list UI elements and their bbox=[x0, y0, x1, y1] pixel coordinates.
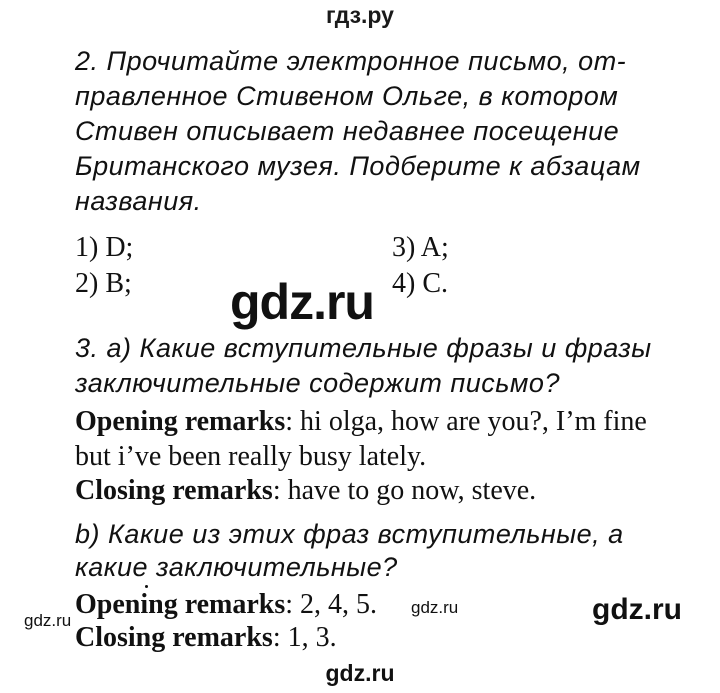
opening-remarks-label: Opening remarks bbox=[75, 406, 286, 437]
answer-1: 1) D; bbox=[75, 232, 134, 263]
watermark-right: gdz.ru bbox=[592, 593, 682, 626]
watermark-large: gdz.ru bbox=[230, 274, 374, 330]
task-2-line: Британского музея. Подберите к абзацам bbox=[75, 151, 641, 181]
task-3a-line: 3. а) Какие вступительные фразы и фразы bbox=[75, 333, 652, 363]
opening-remarks-continuation: but i’ve been really busy lately. bbox=[75, 441, 427, 472]
task-2-line: названия. bbox=[75, 186, 202, 216]
closing-remarks-text: : have to go now, steve. bbox=[272, 475, 537, 506]
task-2-line: Стивен описывает недавнее посещение bbox=[75, 116, 620, 146]
task-2-line: правленное Стивеном Ольге, в котором bbox=[75, 81, 619, 111]
opening-remarks-text: : hi olga, how are you?, I’m fine bbox=[285, 406, 647, 437]
opening-remarks-label: Opening remarks bbox=[75, 589, 286, 620]
opening-remarks-text: : 2, 4, 5. bbox=[285, 589, 378, 620]
task-3b-line: какие заключительные? bbox=[75, 552, 398, 582]
task-3a-line: заключительные содержит письмо? bbox=[75, 368, 560, 398]
task-3b-line: b) Какие из этих фраз вступительные, а bbox=[75, 519, 624, 549]
closing-remarks-line bbox=[75, 474, 536, 508]
watermark-bottom: gdz.ru bbox=[325, 660, 395, 686]
answer-2: 2) B; bbox=[75, 268, 132, 299]
closing-remarks-line bbox=[75, 621, 337, 655]
closing-remarks-text: : 1, 3. bbox=[272, 622, 337, 653]
watermark-left: gdz.ru bbox=[24, 611, 72, 630]
closing-remarks-label: Closing remarks bbox=[75, 475, 273, 506]
site-header: гдз.ру bbox=[326, 2, 394, 28]
task-2-line: 2. Прочитайте электронное письмо, от- bbox=[75, 46, 627, 76]
opening-remarks-line bbox=[75, 405, 647, 439]
answer-3: 3) A; bbox=[392, 232, 449, 263]
closing-remarks-label: Closing remarks bbox=[75, 622, 273, 653]
answer-4: 4) C. bbox=[392, 268, 448, 299]
opening-remarks-line bbox=[75, 588, 377, 622]
watermark-inline: gdz.ru bbox=[411, 598, 459, 617]
